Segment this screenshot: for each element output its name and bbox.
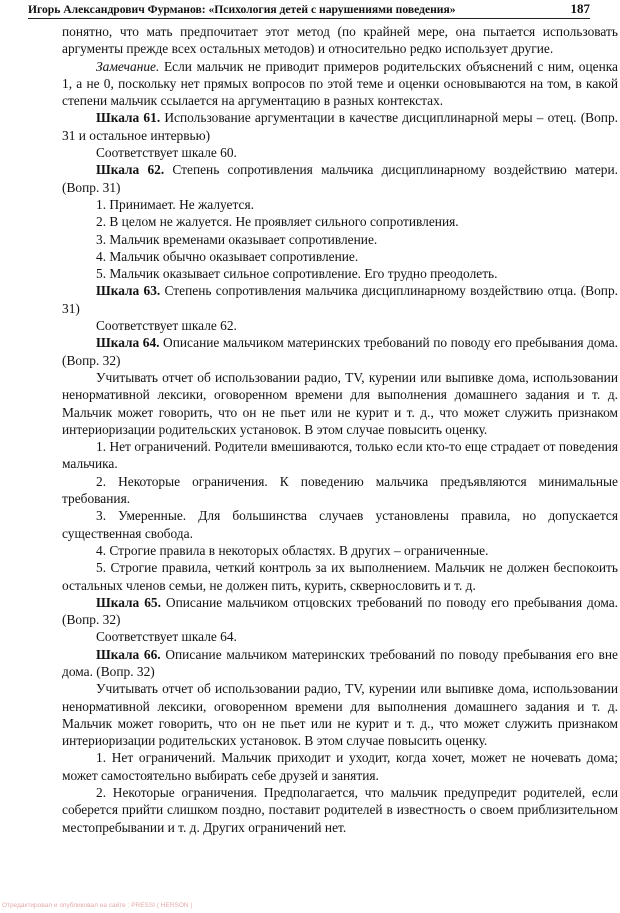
remark-label: Замечание. — [96, 58, 160, 74]
scale-heading — [62, 594, 618, 629]
list-item: 1. Нет ограничений. Мальчик приходит и уходит, когда хочет, может не ночевать дома; может самостоятельно выбирать себе друзей и занятия. — [62, 750, 618, 783]
list-item: 2. Некоторые ограничения. К поведению мальчика предъявляются минимальные требования. — [62, 473, 618, 507]
list-item: 5. Строгие правила, четкий контроль за их выполнением. Мальчик не должен беспокоить остальных членов семьи, не должен пить, курить, сквернословить и т. д. — [62, 560, 618, 593]
remark-text: Если мальчик не приводит примеров родительских объяснений с ним, оценка 1, а не 0, поскольку нет прямых вопросов по этой теме и оценки основываются на том, в какой степени мальчик ссылается на аргументацию в разных контекстах. — [62, 58, 618, 109]
scale-heading — [62, 161, 618, 196]
list-item: 5. Мальчик оказывает сильное сопротивление. Его трудно преодолеть. — [96, 266, 498, 282]
list-item: 1. Нет ограничений. Родители вмешиваются, только если кто-то еще страдает от поведения мальчика. — [62, 439, 618, 472]
header-title: Игорь Александрович Фурманов: «Психология детей с нарушениями поведения» — [28, 3, 456, 16]
scale-heading — [62, 109, 618, 144]
watermark-footer: Отредактировал и опубликовал на сайте : PRESSI ( HERSON ) — [2, 902, 193, 909]
scale-note: Соответствует шкале 60. — [96, 145, 237, 161]
scale-title: Описание мальчиком материнских требований по поводу его пребывания дома. (Вопр. 32) — [62, 335, 618, 368]
running-header — [28, 0, 590, 19]
scale-title: Степень сопротивления мальчика дисциплинарному воздействию отца. (Вопр. 31) — [62, 283, 618, 316]
scale-label: Шкала 61. — [96, 110, 161, 126]
scale-instructions: Учитывать отчет об использовании радио, TV, курении или выпивке дома, использовании ненормативной лексики, оговоренном времени для выполнения домашнего задания и т. д. Мальчик может говорить, что он не пьет или не курит и т. д., что может служить признаком интериоризации родительских установок. В этом случае повысить оценку. — [62, 681, 618, 749]
scale-label: Шкала 62. — [96, 162, 165, 178]
scale-note: Соответствует шкале 62. — [96, 318, 237, 334]
scale-note: Соответствует шкале 64. — [96, 629, 237, 645]
list-item: 3. Мальчик временами оказывает сопротивление. — [96, 231, 378, 247]
scale-heading — [62, 282, 618, 317]
scale-instructions: Учитывать отчет об использовании радио, TV, курении или выпивке дома, использовании ненормативной лексики, оговоренном времени для выполнения домашнего задания и т. д. Мальчик может говорить, что он не пьет или не курит и т. д., что может служить признаком интериоризации родительских установок. В этом случае повысить оценку. — [62, 369, 618, 437]
page-number: 187 — [570, 1, 590, 16]
list-item: 2. В целом не жалуется. Не проявляет сильного сопротивления. — [96, 214, 459, 230]
paragraph: понятно, что мать предпочитает этот метод (по крайней мере, она пытается использовать аргументы прежде всех остальных методов) и относительно редко использует другие. — [62, 24, 618, 57]
scale-title: Описание мальчиком материнских требований по поводу пребывания его вне дома. (Вопр. 32) — [62, 646, 618, 679]
scale-label: Шкала 65. — [96, 594, 161, 610]
scale-label: Шкала 63. — [96, 283, 161, 299]
scale-title: Степень сопротивления мальчика дисциплинарному воздействию матери. (Вопр. 31) — [62, 162, 618, 195]
list-item: 3. Умеренные. Для большинства случаев установлены правила, но допускается существенная свобода. — [62, 508, 618, 541]
page-body — [62, 23, 618, 836]
list-item: 2. Некоторые ограничения. Предполагается, что мальчик предупредит родителей, если соберется прийти слишком поздно, поставит родителей в известность о своем приблизительном местопребывании и т. д. Других ограничений нет. — [62, 785, 618, 835]
scale-title: Описание мальчиком отцовских требований по поводу его пребывания дома. (Вопр. 32) — [62, 594, 618, 628]
scale-title: Использование аргументации в качестве дисциплинарной меры – отец. (Вопр. 31 и остальное интервью) — [62, 110, 618, 143]
list-item: 4. Мальчик обычно оказывает сопротивление. — [96, 248, 359, 264]
remark-paragraph — [62, 58, 618, 110]
scale-heading — [62, 334, 618, 369]
list-item: 1. Принимает. Не жалуется. — [96, 196, 254, 212]
scale-label: Шкала 66. — [96, 646, 161, 662]
scale-label: Шкала 64. — [96, 335, 160, 351]
list-item: 4. Строгие правила в некоторых областях. В других – ограниченные. — [96, 542, 489, 558]
scale-heading — [62, 646, 618, 681]
